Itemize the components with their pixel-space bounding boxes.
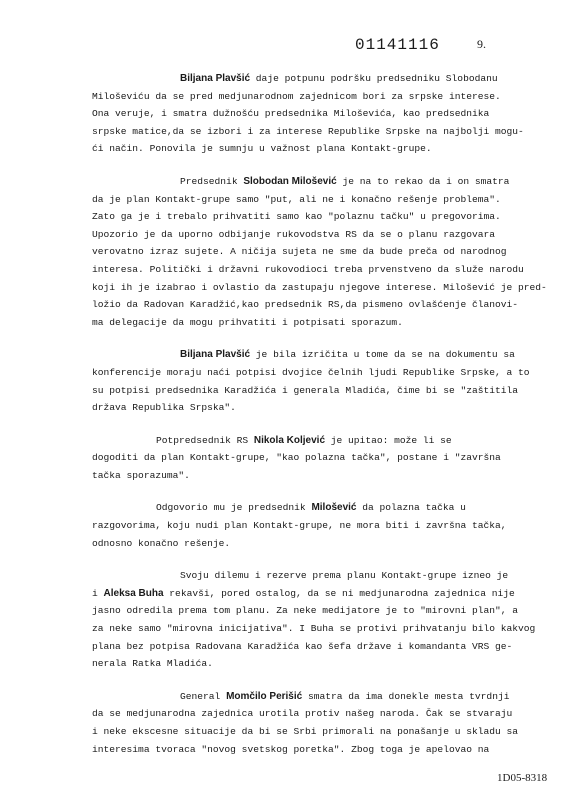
text-segment: Potpredsednik RS: [156, 434, 254, 446]
text-segment: Svoju dilemu i rezerve prema planu Kontakt-grupe izneo je: [180, 570, 509, 582]
person-name: Aleksa Buha: [103, 587, 164, 599]
text-segment: Odgovorio mu je predsednik: [156, 502, 312, 514]
text-line: [92, 382, 522, 400]
text-line: [92, 314, 522, 332]
text-line: [92, 620, 536, 638]
paragraph: [92, 499, 522, 552]
text-segment: razgovorima, koju nudi plan Kontakt-grupe, ne mora biti i završna tačka,: [92, 520, 507, 532]
text-line: [92, 364, 530, 382]
text-line: [92, 655, 522, 673]
text-line: [92, 105, 522, 123]
text-segment: srpske matice,da se izbori i za interese Republike Srpske na najbolji mogu-: [92, 125, 524, 137]
text-segment: da polazna tačka u: [356, 502, 466, 514]
person-name: Milošević: [311, 502, 357, 514]
text-line: [92, 173, 522, 191]
text-segment: Predsednik: [180, 175, 244, 187]
page-number: 9.: [477, 37, 486, 51]
paragraph: [92, 688, 522, 758]
text-segment: da se medjunarodna zajednica urotila protiv našeg naroda. Čak se stvaraju: [92, 708, 513, 720]
text-segment: dogoditi da plan Kontakt-grupe, "kao polazna tačka", postane i "završna: [92, 452, 501, 464]
text-segment: ložio da Radovan Karadžić,kao predsednik RS,da pismeno ovlašćenje članovi-: [92, 299, 519, 311]
footer-code: 1D05-8318: [497, 772, 548, 784]
paragraph: [92, 346, 530, 416]
person-name: Nikola Koljević: [253, 434, 326, 446]
text-segment: nerala Ratka Mladića.: [92, 658, 213, 670]
text-segment: su potpisi predsednika Karadžića i generala Mladića, čime bi se "zaštitila: [92, 384, 519, 396]
text-line: [92, 399, 522, 417]
text-line: [92, 432, 522, 450]
text-line: [92, 208, 522, 226]
text-line: [92, 585, 522, 603]
text-line: [92, 705, 522, 723]
text-segment: verovatno izraz sujete. A ničija sujeta ne sme da bude preča od narodnog: [92, 246, 507, 258]
text-segment: i: [92, 587, 104, 599]
text-segment: tačka sporazuma".: [92, 469, 190, 481]
text-line: [92, 741, 522, 759]
text-line: [92, 123, 522, 141]
text-segment: koji ih je izabrao i ovlastio da zastupaju njegove interese. Milošević je pred-: [92, 281, 547, 293]
text-segment: je bila izričita u tome da se na dokumentu sa: [250, 349, 515, 361]
text-segment: ći način. Ponovila je sumnju u važnost plana Kontakt-grupe.: [92, 143, 432, 155]
text-segment: odnosno konačno rešenje.: [92, 537, 231, 549]
text-line: [92, 296, 522, 314]
text-line: [92, 226, 522, 244]
text-line: [92, 346, 522, 364]
person-name: Biljana Plavšić: [180, 349, 251, 361]
text-segment: ma delegacije da mogu prihvatiti i potpisati sporazum.: [92, 316, 403, 328]
text-line: [92, 499, 522, 517]
paragraph: [92, 567, 536, 673]
text-segment: država Republika Srpska".: [92, 402, 236, 414]
text-line: [92, 88, 522, 106]
text-line: [92, 638, 522, 656]
text-line: [92, 517, 522, 535]
text-segment: rekavši, pored ostalog, da se ni medjunarodna zajednica nije: [163, 587, 515, 599]
text-segment: konferencije moraju naći potpisi dvojice čelnih ljudi Republike Srpske, a to: [92, 366, 530, 378]
text-segment: Zato ga je i trebalo prihvatiti samo kao "polaznu tačku" u pregovorima.: [92, 211, 501, 223]
text-segment: i neke ekscesne situacije da bi se Srbi primorali na ponašanje u skladu sa: [92, 726, 519, 737]
text-segment: interesima tvoraca "novog svetskog poretka". Zbog toga je apelovao na: [92, 743, 490, 755]
person-name: Biljana Plavšić: [180, 73, 251, 84]
text-line: [92, 70, 522, 88]
document-id: 01141116: [355, 36, 440, 54]
text-line: [92, 243, 522, 261]
person-name: Momčilo Perišić: [226, 690, 303, 702]
text-line: [92, 279, 547, 297]
text-line: [92, 140, 522, 158]
paragraph: [92, 432, 522, 485]
text-segment: plana bez potpisa Radovana Karadžića kao šefa države i komandanta VRS ge-: [92, 640, 513, 652]
text-line: [92, 467, 522, 485]
text-segment: daje potpunu podršku predsedniku Slobodanu: [250, 73, 498, 84]
text-line: [92, 688, 522, 706]
text-segment: je upitao: može li se: [325, 434, 452, 446]
text-segment: jasno odredila prema tom planu. Za neke medijatore je to "mirovni plan", a: [92, 605, 519, 617]
text-line: [92, 449, 522, 467]
paragraph: [92, 70, 522, 158]
text-segment: Miloševiću da se pred medjunarodnom zajednicom bori za srpske interese.: [92, 90, 501, 102]
text-line: [92, 535, 522, 553]
text-segment: General: [180, 690, 227, 702]
text-segment: da je plan Kontakt-grupe samo "put, ali ne i konačno rešenje problema".: [92, 193, 501, 205]
text-line: [92, 723, 522, 741]
text-line: [92, 261, 522, 279]
text-segment: Upozorio je da uporno odbijanje rukovodstva RS da se o planu razgovara: [92, 228, 496, 240]
text-line: [92, 567, 522, 585]
text-segment: interesa. Politički i državni rukovodioci treba prvenstveno da služe narodu: [92, 263, 524, 275]
text-segment: je na to rekao da i on smatra: [336, 175, 510, 187]
text-segment: Ona veruje, i smatra dužnošću predsednika Miloševića, kao predsednika: [92, 108, 490, 120]
text-line: [92, 191, 522, 209]
text-line: [92, 602, 522, 620]
paragraph: [92, 173, 547, 331]
text-segment: za neke samo "mirovna inicijativa". I Buha se protivi prihvatanju bilo kakvog: [92, 623, 536, 635]
text-segment: smatra da ima donekle mesta tvrdnji: [302, 690, 510, 702]
person-name: Slobodan Milošević: [243, 175, 337, 187]
document-body: [92, 70, 547, 773]
